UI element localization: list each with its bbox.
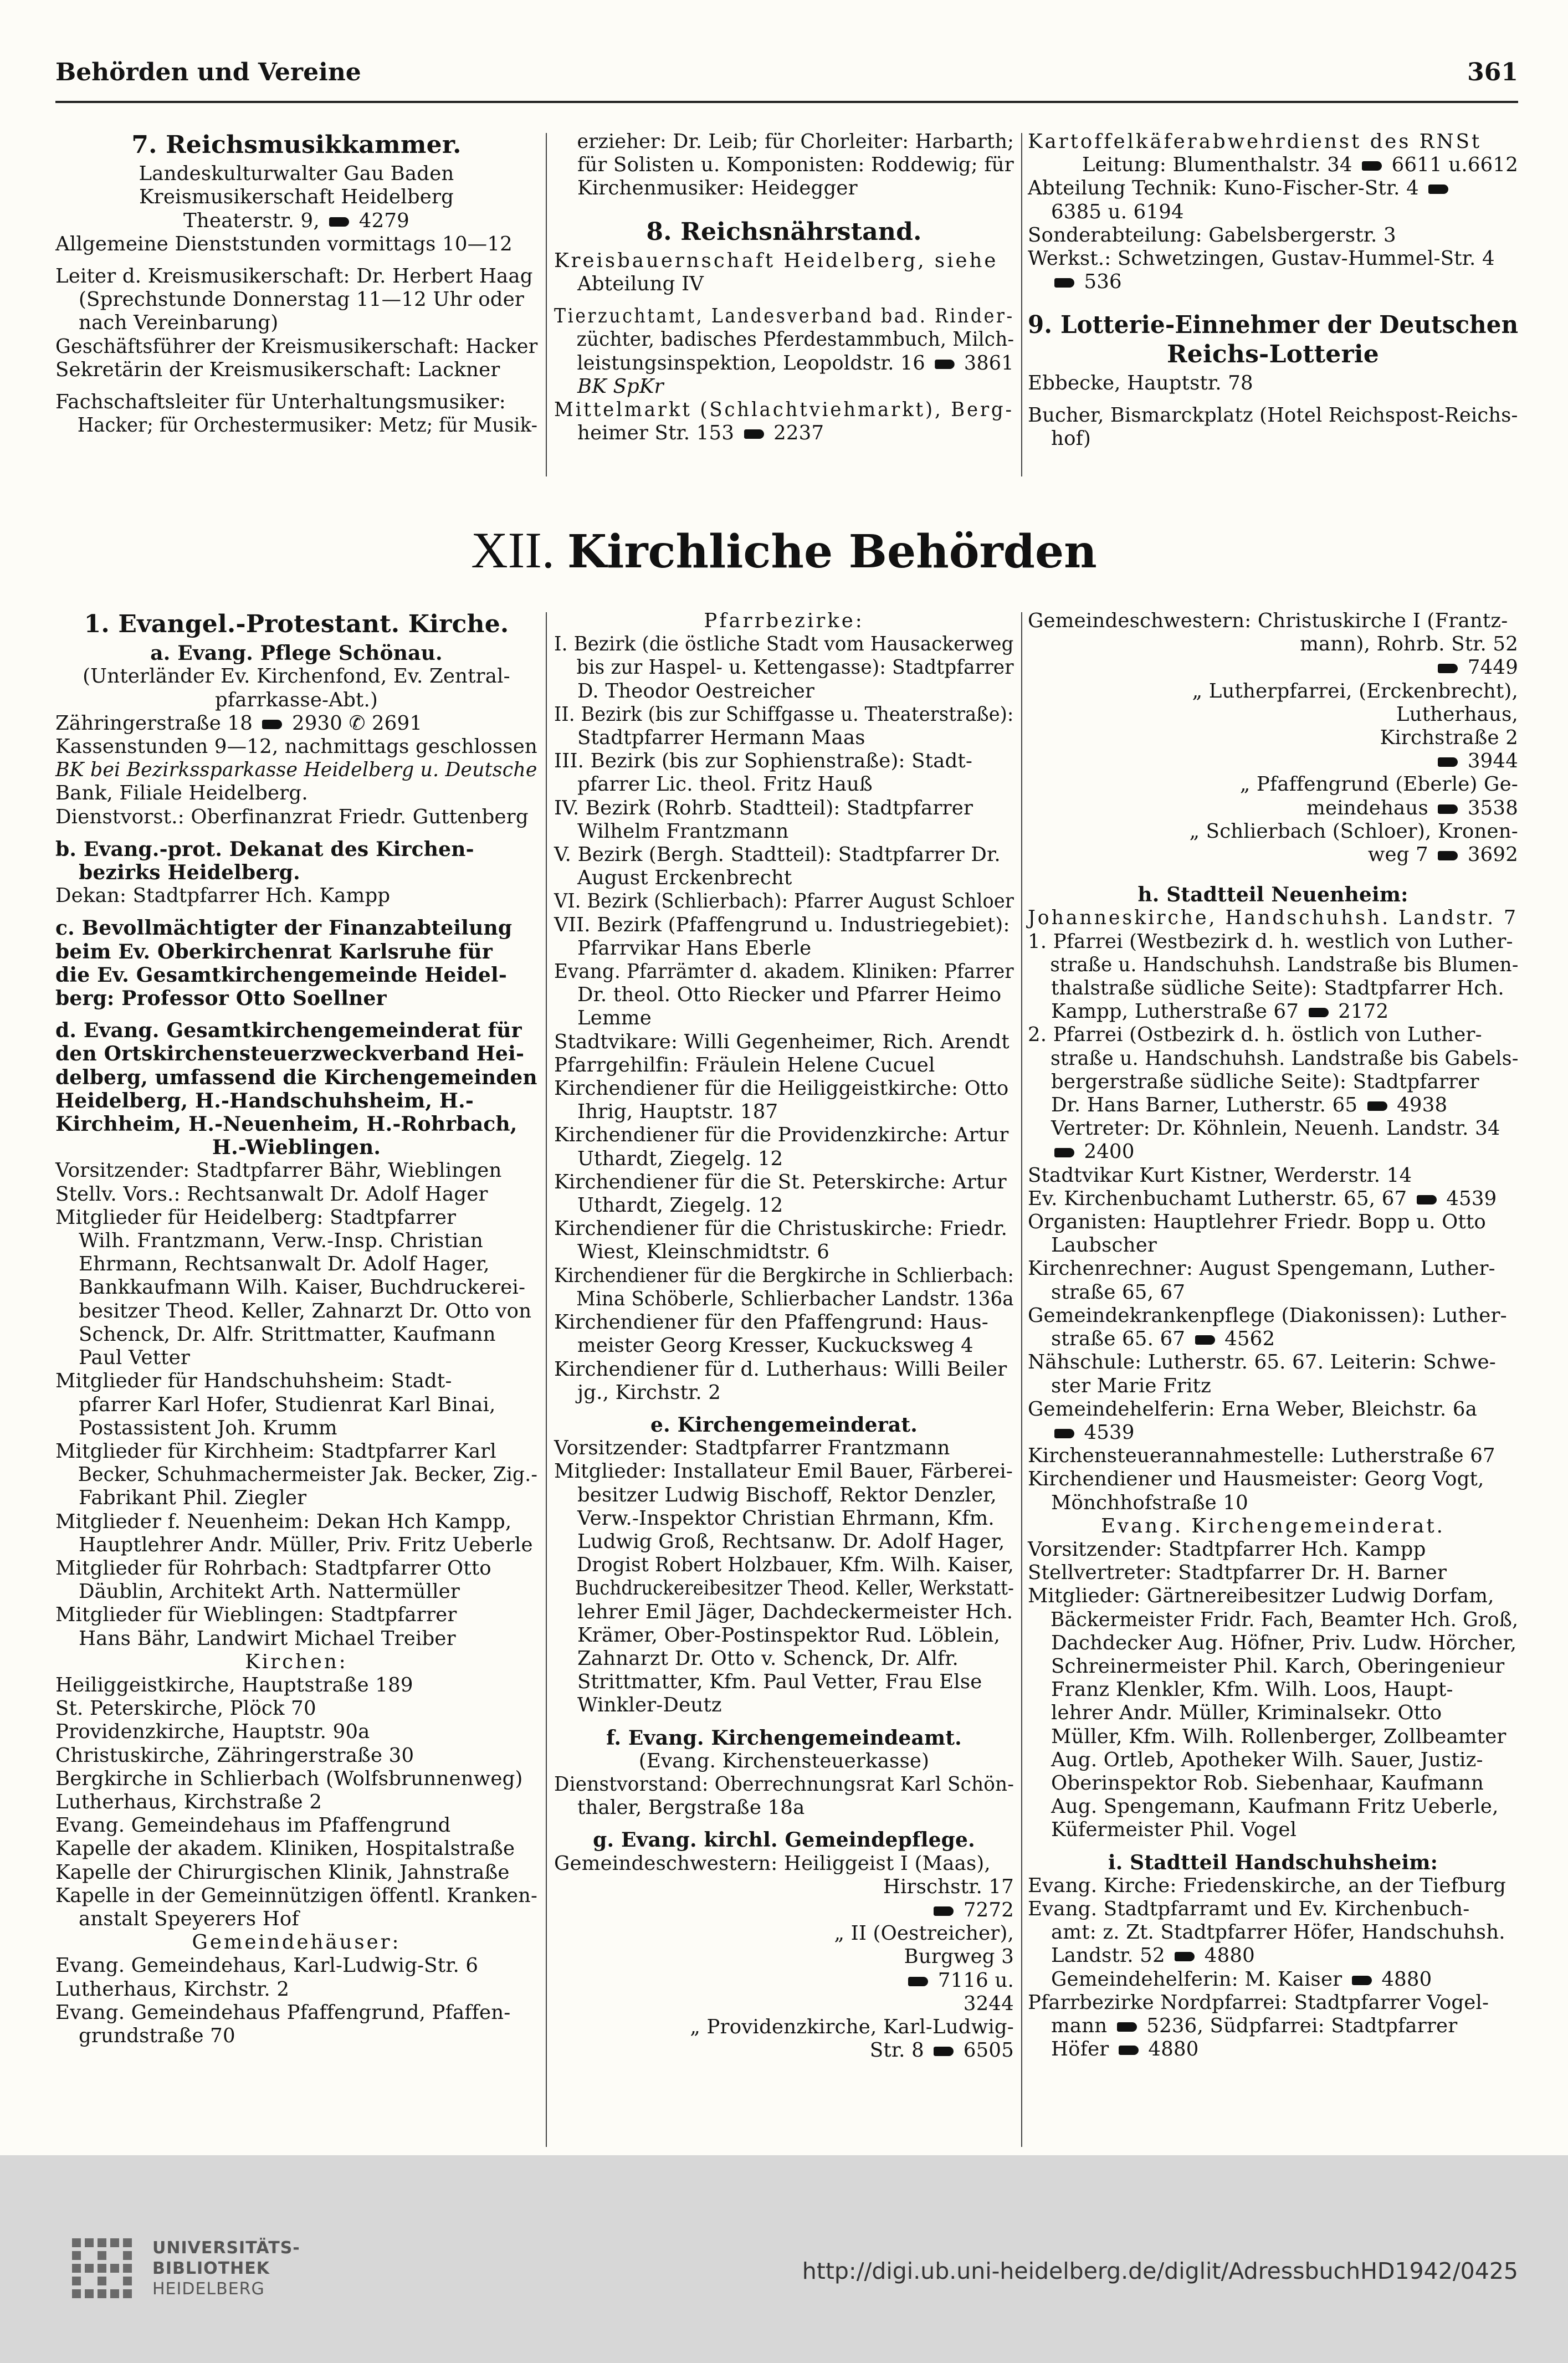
text-line: Drogist Robert Holzbauer, Kfm. Wilh. Kaiser, [576,1554,1014,1577]
subsection-heading: H.-Wieblingen. [212,1136,381,1160]
spacer [1028,1842,1518,1851]
subsection-heading: 7. Reichsmusikkammer. [131,131,462,159]
text-line: Höfer 4880 [1051,2038,1199,2061]
text-line: 7272 [554,1899,1014,1922]
text-line: Bankkaufmann Wilh. Kaiser, Buchdruckerei- [79,1276,526,1299]
telephone-icon [1359,153,1385,176]
text-line: jg., Kirchstr. 2 [577,1381,721,1404]
text-line: V. Bezirk (Bergh. Stadtteil): Stadtpfarrer Dr. [554,843,1001,867]
text-line: Kirchendiener für die Christuskirche: Friedr. [554,1217,1008,1241]
telephone-icon [1434,750,1461,772]
text-line: Sonderabteilung: Gabelsbergerstr. 3 [1028,223,1396,247]
text-line: Fabrikant Phil. Ziegler [79,1487,307,1510]
spacer [554,1819,1014,1828]
text-line: „ Providenzkirche, Karl-Ludwig- [690,2015,1014,2038]
library-name-line1: UNIVERSITÄTS- [152,2238,300,2258]
text-line: Stadtpfarrer Hermann Maas [577,726,865,750]
text-line: Mittelmarkt (Schlachtviehmarkt), Berg- [554,398,1014,422]
spacer [55,382,537,391]
text-line: Johanneskirche, Handschuhsh. Landstr. 7 [1028,906,1519,930]
text-line: Kirchendiener für die St. Peterskirche: Artur [554,1170,1007,1193]
text-line: Mitglieder für Handschuhsheim: Stadt- [55,1370,452,1393]
top-column-2 [554,130,1014,445]
text-line: Kampp, Lutherstraße 67 2172 [1051,1000,1389,1023]
text-line: (Evang. Kirchensteuerkasse) [638,1749,930,1772]
column-divider [1021,133,1022,476]
telephone-icon [1434,797,1461,819]
telephone-icon [931,352,957,375]
text-line: 7449 [1028,656,1518,679]
column-divider [546,612,547,2147]
telephone-icon [741,422,767,444]
text-line: Kartoffelkäferabwehrdienst des RNSt [1028,130,1482,153]
text-line: Evang. Gemeindehaus im Pfaffengrund [55,1814,451,1837]
text-line: Burgweg 3 [904,1945,1014,1969]
text-line: 536 [1028,270,1518,294]
text-line: Dachdecker Aug. Höfner, Priv. Ludw. Hörcher, [1051,1631,1517,1654]
text-line: Werkst.: Schwetzingen, Gustav-Hummel-Str. 4 [1028,247,1495,270]
text-line: bis zur Haspel- u. Kettengasse): Stadtpfarrer [576,656,1014,679]
text-line: Bäckermeister Fridr. Fach, Beamter Hch. Groß, [1050,1608,1519,1631]
text-line: anstalt Speyerers Hof [79,1907,299,1930]
text-line: hof) [1051,427,1092,450]
text-line: pfarrer Lic. theol. Fritz Hauß [577,773,873,796]
telephone-icon [1115,2038,1142,2060]
text-line: Kirchendiener für die Bergkirche in Schlierbach: [554,1264,1014,1287]
telephone-icon [1434,843,1461,866]
text-line: Wilhelm Frantzmann [577,819,789,843]
spacer [55,1010,537,1019]
text-line: Gemeindehelferin: M. Kaiser 4880 [1051,1967,1432,1991]
text-line: Dr. Hans Barner, Lutherstr. 65 4938 [1051,1094,1448,1117]
text-line: 1. Pfarrei (Westbezirk d. h. westlich von Luther- [1028,930,1513,953]
source-url-link[interactable]: http://digi.ub.uni-heidelberg.de/diglit/AdressbuchHD1942/0425 [802,2258,1518,2284]
text-line: Leitung: Blumenthalstr. 34 6611 u.6612 [1082,153,1518,177]
text-line: Kassenstunden 9—12, nachmittags geschlossen [55,735,537,758]
text-line: lehrer Andr. Müller, Kriminalsekr. Otto [1051,1701,1442,1725]
text-line: Pfarrbezirke Nordpfarrei: Stadtpfarrer Vogel- [1028,1991,1489,2014]
text-line: Kirchendiener für den Pfaffengrund: Haus- [554,1311,988,1334]
text-line: Pfarrgehilfin: Fräulein Helene Cucuel [554,1053,935,1077]
text-line: Mitglieder: Installateur Emil Bauer, Färberei- [554,1460,1013,1483]
subsection-heading: c. Bevollmächtigter der Finanzabteilung [55,916,513,940]
text-line: pfarrkasse-Abt.) [214,688,378,711]
text-line: Vorsitzender: Stadtpfarrer Bähr, Wieblingen [55,1159,502,1182]
text-line: Schenck, Dr. Alfr. Strittmatter, Kaufmann [79,1323,496,1346]
bottom-column-3 [1028,609,1518,2061]
spacer [1028,294,1518,310]
text-line: Kirchenrechner: August Spengemann, Luther- [1028,1257,1495,1280]
subsection-heading: e. Kirchengemeinderat. [650,1413,918,1437]
text-line: Kirchendiener und Hausmeister: Georg Vogt, [1028,1468,1484,1491]
spacer [55,829,537,838]
text-line: Franz Klenkler, Kfm. Wilh. Loos, Haupt- [1051,1678,1453,1701]
text-line: St. Peterskirche, Plöck 70 [55,1697,316,1720]
telephone-icon [1051,1140,1078,1163]
top-column-1 [55,130,537,437]
telephone-icon [1192,1327,1218,1350]
text-line: Vorsitzender: Stadtpfarrer Hch. Kampp [1028,1537,1426,1561]
column-divider [546,133,547,476]
text-line: grundstraße 70 [79,2024,235,2047]
telephone-icon [1364,1094,1391,1116]
spacer [554,201,1014,217]
text-line: Kirchstraße 2 [1380,726,1518,750]
text-line: Küfermeister Phil. Vogel [1051,1818,1297,1842]
text-line: Abteilung IV [577,273,704,296]
running-head-title: Behörden und Vereine [55,58,361,86]
spacer [55,256,537,265]
text-line: Evang. Kirchengemeinderat. [1101,1514,1445,1537]
bottom-column-2 [554,609,1014,2062]
text-line: Kapelle der akadem. Kliniken, Hospitalstraße [55,1837,515,1860]
text-line: Landstr. 52 4880 [1051,1944,1255,1967]
text-line: August Erckenbrecht [577,867,792,890]
text-line: VII. Bezirk (Pfaffengrund u. Industriegebiet): [554,913,1010,936]
subsection-heading: d. Evang. Gesamtkirchengemeinderat für [55,1019,522,1043]
telephone-icon [1114,2015,1140,2037]
text-line: thalstraße südliche Seite): Stadtpfarrer Hch. [1051,977,1504,1000]
text-line: Dr. theol. Otto Riecker und Pfarrer Heimo [577,983,1002,1007]
text-line: Uthardt, Ziegelg. 12 [577,1147,783,1170]
telephone-icon [259,712,285,735]
text-line: (Sprechstunde Donnerstag 11—12 Uhr oder [79,288,525,311]
spacer [1028,395,1518,404]
telephone-icon [1305,1000,1332,1023]
text-line: Mönchhofstraße 10 [1051,1491,1248,1514]
text-line: Oberinspektor Rob. Siebenhaar, Kaufmann [1051,1771,1484,1795]
telephone-icon [930,2039,957,2062]
text-line: Theaterstr. 9, 4279 [183,209,409,232]
text-line: Hirschstr. 17 [883,1875,1014,1898]
text-line: Kapelle der Chirurgischen Klinik, Jahnstraße [55,1860,510,1884]
text-line: weg 7 3692 [1367,843,1518,867]
text-line: ster Marie Fritz [1051,1374,1212,1397]
text-line: Mitglieder für Heidelberg: Stadtpfarrer [55,1206,457,1229]
spacer [554,296,1014,305]
text-line: 2400 [1028,1140,1518,1163]
text-line: Str. 8 6505 [869,2039,1014,2062]
text-line: mann), Rohrb. Str. 52 [1300,633,1518,656]
text-line: straße 65. 67 4562 [1051,1327,1275,1351]
text-line: Landeskulturwalter Gau Baden [139,162,454,186]
subsection-heading: beim Ev. Oberkirchenrat Karlsruhe für [55,940,493,963]
text-line: Mitglieder f. Neuenheim: Dekan Hch Kampp, [55,1510,512,1533]
text-line: pfarrer Karl Hofer, Studienrat Karl Binai, [79,1393,496,1416]
text-line: Uthardt, Ziegelg. 12 [577,1194,783,1217]
text-line: Postassistent Joh. Krumm [79,1416,337,1439]
text-line: Evang. Stadtpfarramt und Ev. Kirchenbuch- [1028,1897,1470,1920]
text-line: leistungsinspektion, Leopoldstr. 16 3861 [577,351,1014,375]
text-line: Aug. Spengemann, Kaufmann Fritz Ueberle, [1051,1795,1499,1818]
text-line: Gemeindekrankenpflege (Diakonissen): Luther- [1028,1304,1507,1327]
subsection-heading: die Ev. Gesamtkirchengemeinde Heidel- [55,963,508,987]
text-line: Stellvertreter: Stadtpfarrer Dr. H. Barner [1028,1561,1447,1585]
subsection-heading: 1. Evangel.-Protestant. Kirche. [84,610,509,638]
text-line: Hacker; für Orchestermusiker: Metz; für Musik- [77,414,538,437]
subsection-heading: den Ortskirchensteuerzweckverband Hei- [55,1042,525,1066]
text-line: Pfarrbezirke: [704,609,864,632]
page-number: 361 [1467,58,1518,86]
text-line: Buchdruckereibesitzer Theod. Keller, Werkstatt- [575,1577,1014,1600]
text-line: Mitglieder für Rohrbach: Stadtpfarrer Otto [55,1556,491,1580]
text-line: D. Theodor Oestreicher [577,679,815,703]
text-line: Kapelle in der Gemeinnützigen öffentl. Kranken- [55,1884,537,1907]
spacer [1028,867,1518,883]
text-line: amt: z. Zt. Stadtpfarrer Höfer, Handschuhsh. [1051,1921,1505,1944]
text-line: Mitglieder für Wieblingen: Stadtpfarrer [55,1603,457,1627]
text-line: Hans Bähr, Landwirt Michael Treiber [79,1627,456,1650]
text-line: Krämer, Ober-Postinspektor Rud. Löblein, [577,1623,1001,1647]
text-line: BK bei Bezirkssparkasse Heidelberg u. Deutsche [55,758,537,782]
text-line: Zähringerstraße 18 2930 ✆ 2691 [55,711,423,735]
text-line: Gemeindehäuser: [192,1931,401,1954]
bottom-column-1 [55,609,537,2048]
text-line: Ebbecke, Hauptstr. 78 [1028,371,1253,394]
text-line: Schreinermeister Phil. Karch, Oberingenieur [1051,1654,1505,1678]
text-line: Bergkirche in Schlierbach (Wolfsbrunnenweg) [55,1767,523,1790]
text-line: Kirchensteuerannahmestelle: Lutherstraße 67 [1028,1444,1495,1468]
text-line: Christuskirche, Zähringerstraße 30 [55,1744,414,1767]
text-line: straße 65, 67 [1051,1280,1186,1304]
text-line: Ehrmann, Rechtsanwalt Dr. Adolf Hager, [79,1253,490,1276]
text-line: Gemeindehelferin: Erna Weber, Bleichstr. 6a [1028,1397,1477,1421]
text-line: Lutherhaus, Kirchstraße 2 [55,1790,322,1813]
text-line: Vertreter: Dr. Köhnlein, Neuenh. Landstr. 34 [1051,1117,1500,1140]
text-line: Kirchendiener für die Heiliggeistkirche: Otto [554,1077,1009,1100]
text-line: Fachschaftsleiter für Unterhaltungsmusiker: [55,391,506,414]
library-name-line2: BIBLIOTHEK [152,2259,270,2278]
text-line: Evang. Kirche: Friedenskirche, an der Tiefburg [1028,1874,1506,1897]
text-line: straße u. Handschuhsh. Landstraße bis Gabels- [1051,1047,1519,1070]
spacer [55,908,537,916]
text-line: meindehaus 3538 [1306,796,1518,819]
text-line: I. Bezirk (die östliche Stadt vom Hausackerweg [554,633,1014,656]
text-line: Leiter d. Kreismusikerschaft: Dr. Herbert Haag [55,265,533,288]
text-line: (Unterländer Ev. Kirchenfond, Ev. Zentral- [83,665,510,688]
telephone-icon [930,1899,957,1921]
section-roman-numeral: XII. [471,522,555,578]
top-column-3 [1028,130,1518,450]
text-line: lehrer Emil Jäger, Dachdeckermeister Hch. [577,1600,1013,1623]
text-line: Hauptlehrer Andr. Müller, Priv. Fritz Ueberle [79,1533,533,1556]
text-line: für Solisten u. Komponisten: Roddewig; für [577,153,1014,177]
subsection-heading: delberg, umfassend die Kirchengemeinden [55,1065,537,1089]
text-line: thaler, Bergstraße 18a [577,1796,805,1819]
text-line: Kreisbauernschaft Heidelberg, siehe [554,249,998,272]
text-line: II. Bezirk (bis zur Schiffgasse u. Theaterstraße): [554,703,1014,726]
library-name-line3: HEIDELBERG [152,2279,265,2299]
text-line: Strittmatter, Kfm. Paul Vetter, Frau Else [577,1670,982,1694]
text-line: Kirchen: [245,1650,348,1673]
telephone-icon [1171,1944,1198,1967]
telephone-icon [1051,270,1078,293]
text-line: Mitglieder für Kirchheim: Stadtpfarrer Karl [55,1439,496,1463]
telephone-icon [1413,1187,1440,1210]
text-line: Allgemeine Dienststunden vormittags 10—12 [55,232,513,255]
subsection-heading: a. Evang. Pflege Schönau. [150,642,443,665]
text-line: Wiest, Kleinschmidtstr. 6 [577,1241,830,1264]
text-line: Vorsitzender: Stadtpfarrer Frantzmann [554,1437,950,1460]
column-divider [1021,612,1022,2147]
subsection-heading: i. Stadtteil Handschuhsheim: [1108,1851,1438,1874]
text-line: Bucher, Bismarckplatz (Hotel Reichspost-Reichs- [1028,404,1518,427]
text-line: Laubscher [1051,1234,1157,1257]
text-line: 3944 [1028,750,1518,773]
section-title [0,521,1568,580]
text-line: Kirchendiener für d. Lutherhaus: Willi Beiler [554,1357,1007,1381]
text-line: züchter, badisches Pferdestammbuch, Milch- [576,328,1014,351]
text-line: „ Schlierbach (Schloer), Kronen- [1189,819,1518,843]
text-line: Ihrig, Hauptstr. 187 [577,1100,778,1124]
text-line: 6385 u. 6194 [1051,200,1184,223]
text-line: Stadtvikar Kurt Kistner, Werderstr. 14 [1028,1163,1412,1187]
subsection-heading: g. Evang. kirchl. Gemeindepflege. [593,1828,975,1852]
digitization-footer [0,2155,1568,2363]
subsection-heading: f. Evang. Kirchengemeindeamt. [606,1726,962,1750]
text-line: Däublin, Architekt Arth. Nattermüller [79,1580,460,1603]
text-line: Dienstvorstand: Oberrechnungsrat Karl Schön- [554,1772,1014,1796]
text-line: 2. Pfarrei (Ostbezirk d. h. östlich von Luther- [1028,1023,1482,1047]
telephone-icon [905,1969,931,1992]
subsection-heading: Kirchheim, H.-Neuenheim, H.-Rohrbach, [55,1113,517,1136]
text-line: Mina Schöberle, Schlierbacher Landstr. 136a [576,1287,1014,1310]
text-line: Winkler-Deutz [577,1694,722,1717]
section-heading: Kirchliche Behörden [567,525,1097,578]
text-line: Kreismusikerschaft Heidelberg [139,186,454,209]
text-line: Lemme [577,1007,652,1030]
text-line: Ev. Kirchenbuchamt Lutherstr. 65, 67 4539 [1028,1187,1497,1210]
text-line: Kirchenmusiker: Heidegger [577,177,858,200]
text-line: Dienstvorst.: Oberfinanzrat Friedr. Guttenberg [55,805,529,828]
text-line: besitzer Theod. Keller, Zahnarzt Dr. Otto von [79,1299,532,1323]
text-line: Verw.-Inspektor Christian Ehrmann, Kfm. [577,1506,995,1530]
text-line: „ Pfaffengrund (Eberle) Ge- [1239,773,1518,796]
text-line: Zahnarzt Dr. Otto v. Schenck, Dr. Alfr. [577,1647,959,1670]
spacer [554,1405,1014,1413]
text-line: 3244 [963,1992,1014,2015]
text-line: „ Lutherpfarrei, (Erckenbrecht), [1192,679,1518,703]
text-line: BK SpKr [577,375,664,398]
text-line: „ II (Oestreicher), [834,1922,1014,1945]
text-line: Providenzkirche, Hauptstr. 90a [55,1720,370,1744]
text-line: Müller, Kfm. Wilh. Rollenberger, Zollbeamter [1051,1725,1506,1748]
text-line: Aug. Ortleb, Apotheker Wilh. Sauer, Justiz- [1051,1748,1483,1771]
telephone-icon [1434,656,1461,679]
subsection-heading: h. Stadtteil Neuenheim: [1137,883,1408,907]
text-line: Wilh. Frantzmann, Verw.-Insp. Christian [79,1229,483,1253]
text-line: Dekan: Stadtpfarrer Hch. Kampp [55,884,391,908]
text-line: Organisten: Hauptlehrer Friedr. Bopp u. Otto [1028,1211,1486,1234]
text-line: IV. Bezirk (Rohrb. Stadtteil): Stadtpfarrer [554,796,973,819]
text-line: bergerstraße südliche Seite): Stadtpfarrer [1051,1070,1479,1093]
text-line: Bank, Filiale Heidelberg. [55,782,308,805]
text-line: Tierzuchtamt, Landesverband bad. Rinder- [554,305,1014,328]
telephone-icon [1051,1421,1078,1444]
text-line: Abteilung Technik: Kuno-Fischer-Str. 4 [1028,177,1518,200]
text-line: Pfarrvikar Hans Eberle [577,936,812,960]
text-line: Sekretärin der Kreismusikerschaft: Lackner [55,358,500,381]
text-line: meister Georg Kresser, Kuckucksweg 4 [577,1334,973,1357]
text-line: Paul Vetter [79,1346,191,1370]
text-line: Evang. Pfarrämter d. akadem. Kliniken: Pfarrer [554,960,1014,983]
subsection-heading: berg: Professor Otto Soellner [55,987,387,1011]
subsection-heading: bezirks Heidelberg. [79,861,300,885]
text-line: Lutherhaus, Kirchstr. 2 [55,1977,290,2001]
telephone-icon [1349,1968,1375,1991]
subsection-heading: Heidelberg, H.-Handschuhsheim, H.- [55,1089,474,1113]
text-line: Mitglieder: Gärtnereibesitzer Ludwig Dorfam, [1028,1585,1494,1608]
text-line: III. Bezirk (bis zur Sophienstraße): Stadt- [554,750,973,773]
text-line: heimer Str. 153 2237 [577,422,824,445]
subsection-heading: Reichs-Lotterie [1167,340,1379,368]
text-line: Stellv. Vors.: Rechtsanwalt Dr. Adolf Hager [55,1182,488,1206]
telephone-icon [326,209,352,232]
text-line: 4539 [1028,1421,1518,1444]
spacer [554,1718,1014,1726]
subsection-heading: 8. Reichsnährstand. [646,217,922,246]
telephone-icon [1425,177,1452,199]
text-line: Evang. Gemeindehaus Pfaffengrund, Pfaffen- [55,2001,511,2024]
text-line: Stadtvikare: Willi Gegenheimer, Rich. Arendt [554,1030,1010,1053]
text-line: Ludwig Groß, Rechtsanw. Dr. Adolf Hager, [577,1530,1005,1553]
library-logo-icon [72,2238,132,2298]
subsection-heading: b. Evang.-prot. Dekanat des Kirchen- [55,837,474,861]
text-line: besitzer Ludwig Bischoff, Rektor Denzler, [577,1483,997,1506]
text-line: 7116 u. [554,1969,1014,1992]
subsection-heading: 9. Lotterie-Einnehmer der Deutschen [1028,311,1519,340]
text-line: Heiliggeistkirche, Hauptstraße 189 [55,1673,413,1696]
text-line: erzieher: Dr. Leib; für Chorleiter: Harbarth; [577,130,1014,153]
text-line: Gemeindeschwestern: Christuskirche I (Frantz- [1028,609,1508,632]
text-line: Becker, Schuhmachermeister Jak. Becker, Zig.- [78,1463,538,1487]
text-line: Lutherhaus, [1396,703,1518,726]
text-line: Gemeindeschwestern: Heiliggeist I (Maas), [554,1852,991,1875]
text-line: nach Vereinbarung) [79,311,279,335]
text-line: VI. Bezirk (Schlierbach): Pfarrer August Schloer [554,890,1014,913]
header-rule [55,101,1518,103]
text-line: straße u. Handschuhsh. Landstraße bis Blumen- [1050,953,1519,976]
text-line: Evang. Gemeindehaus, Karl-Ludwig-Str. 6 [55,1954,479,1977]
text-line: Geschäftsführer der Kreismusikerschaft: Hacker [55,335,538,358]
text-line: mann 5236, Südpfarrei: Stadtpfarrer [1051,2014,1458,2037]
text-line: Kirchendiener für die Providenzkirche: Artur [554,1124,1009,1147]
text-line: Nähschule: Lutherstr. 65. 67. Leiterin: Schwe- [1028,1351,1496,1374]
